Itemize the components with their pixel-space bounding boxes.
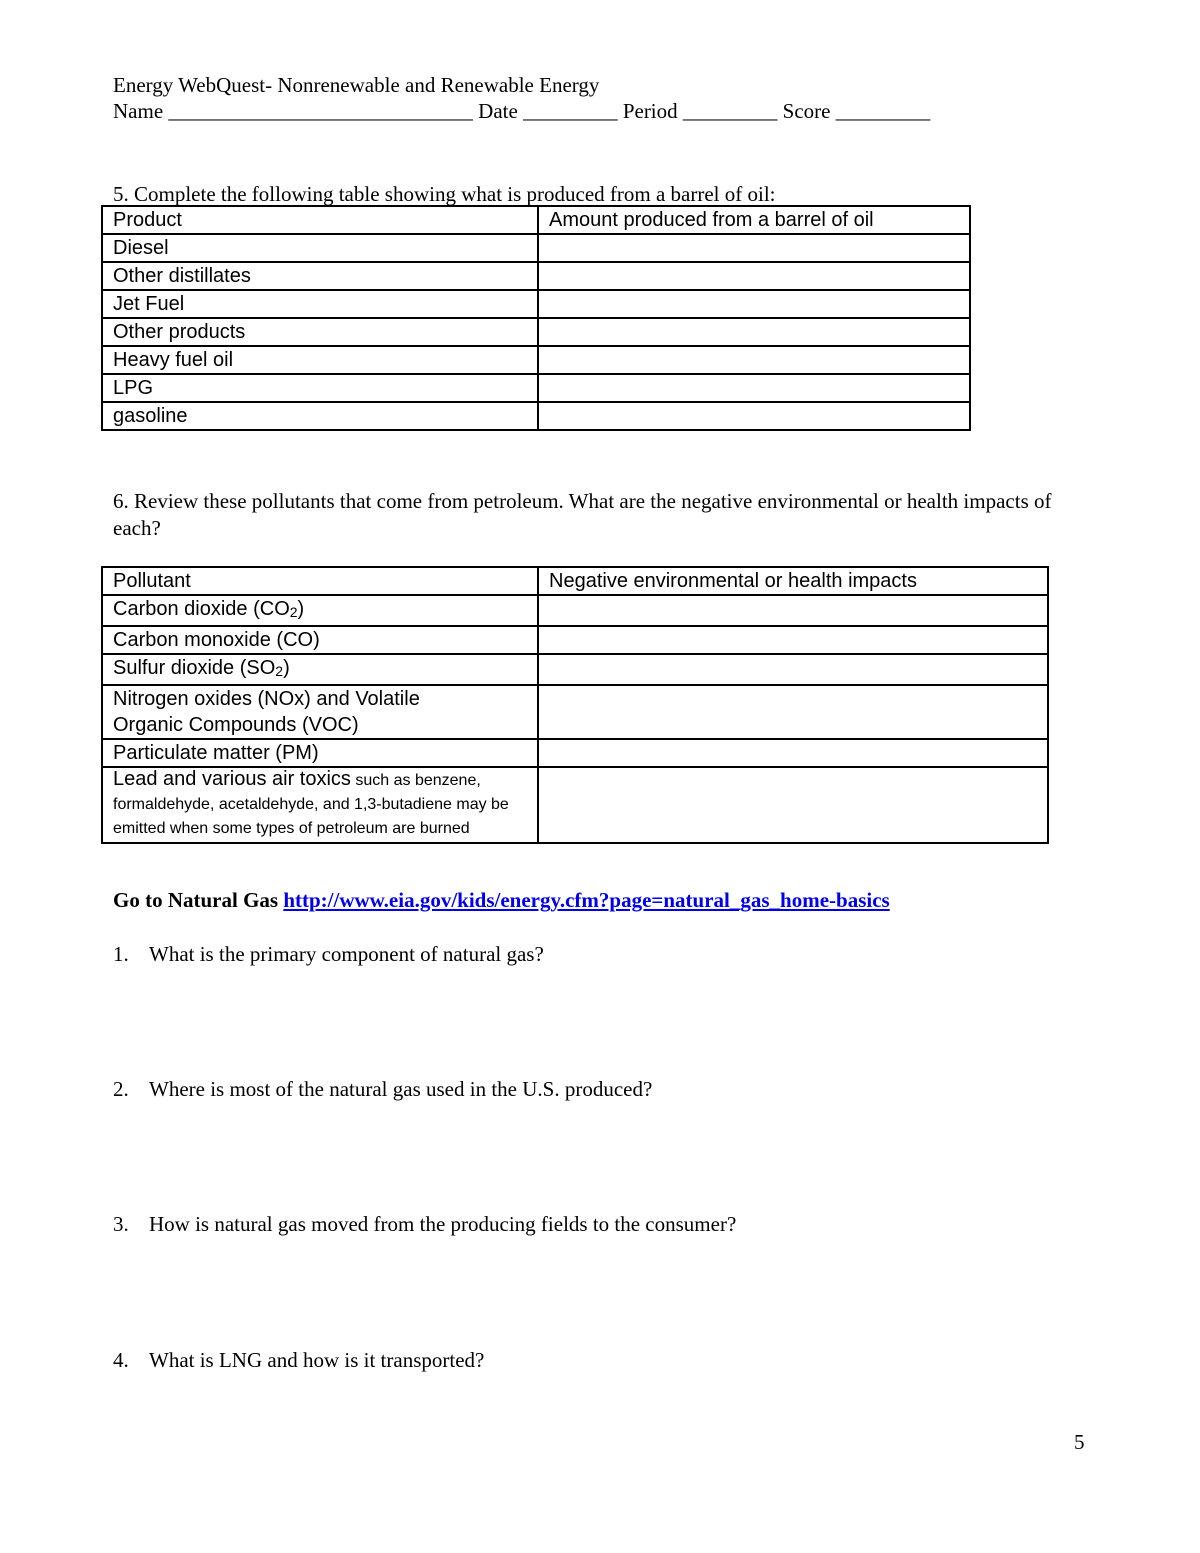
question-text: How is natural gas moved from the producing fields to the consumer? bbox=[149, 1212, 737, 1236]
lead-detail-text: such as benzene, formaldehyde, acetaldehyde, and 1,3-butadiene may be emitted when some types of petroleum are burned bbox=[113, 772, 509, 837]
name-label: Name bbox=[113, 99, 164, 123]
barrel-products-table bbox=[101, 205, 971, 431]
table-row bbox=[102, 262, 970, 290]
pollutant-cell-so2 bbox=[102, 654, 538, 685]
column-header-pollutant: Pollutant bbox=[102, 567, 538, 595]
answer-cell[interactable] bbox=[538, 595, 1048, 626]
answer-cell[interactable] bbox=[538, 318, 970, 346]
table-row bbox=[102, 654, 1048, 685]
table-row bbox=[102, 346, 970, 374]
question-text: What is LNG and how is it transported? bbox=[149, 1348, 485, 1372]
answer-cell[interactable] bbox=[538, 654, 1048, 685]
so2-subscript: 2 bbox=[275, 663, 284, 679]
product-cell: LPG bbox=[102, 374, 538, 402]
answer-cell[interactable] bbox=[538, 402, 970, 430]
table-row bbox=[102, 626, 1048, 654]
answer-cell[interactable] bbox=[538, 739, 1048, 767]
question-number: 1. bbox=[113, 942, 129, 966]
natural-gas-question-4 bbox=[113, 1348, 484, 1373]
period-label: Period bbox=[622, 99, 678, 123]
natural-gas-link[interactable]: http://www.eia.gov/kids/energy.cfm?page=natural_gas_home-basics bbox=[283, 888, 890, 912]
natural-gas-question-3 bbox=[113, 1212, 736, 1237]
natural-gas-heading-text: Go to Natural Gas bbox=[113, 888, 279, 912]
pollutant-cell-pm: Particulate matter (PM) bbox=[102, 739, 538, 767]
co2-text: Carbon dioxide (CO bbox=[113, 598, 290, 620]
product-cell: Other products bbox=[102, 318, 538, 346]
column-header-impacts: Negative environmental or health impacts bbox=[538, 567, 1048, 595]
column-header-amount: Amount produced from a barrel of oil bbox=[538, 206, 970, 234]
lead-main-text: Lead and various air toxics bbox=[113, 768, 351, 790]
answer-cell[interactable] bbox=[538, 767, 1048, 843]
natural-gas-question-1 bbox=[113, 942, 544, 967]
so2-text: Sulfur dioxide (SO bbox=[113, 657, 276, 679]
answer-cell[interactable] bbox=[538, 290, 970, 318]
pollutant-cell-co: Carbon monoxide (CO) bbox=[102, 626, 538, 654]
pollutants-table bbox=[101, 566, 1049, 844]
table-row bbox=[102, 374, 970, 402]
nox-line-1: Nitrogen oxides (NOx) and Volatile bbox=[113, 688, 420, 710]
question-number: 2. bbox=[113, 1077, 129, 1101]
answer-cell[interactable] bbox=[538, 346, 970, 374]
product-cell: Heavy fuel oil bbox=[102, 346, 538, 374]
answer-cell[interactable] bbox=[538, 685, 1048, 739]
natural-gas-question-2 bbox=[113, 1077, 652, 1102]
co2-close: ) bbox=[297, 598, 305, 620]
table-row bbox=[102, 290, 970, 318]
pollutant-cell-co2 bbox=[102, 595, 538, 626]
table-header-row bbox=[102, 206, 970, 234]
pollutant-cell-nox-voc bbox=[102, 685, 538, 739]
date-label: Date bbox=[478, 99, 518, 123]
table-row bbox=[102, 402, 970, 430]
question-number: 3. bbox=[113, 1212, 129, 1236]
answer-cell[interactable] bbox=[538, 626, 1048, 654]
question-5-prompt: 5. Complete the following table showing what is produced from a barrel of oil: bbox=[113, 182, 776, 206]
page-number: 5 bbox=[1074, 1430, 1085, 1454]
date-blank[interactable]: _________ bbox=[523, 99, 618, 123]
natural-gas-heading bbox=[113, 888, 890, 913]
table-row bbox=[102, 739, 1048, 767]
question-6-prompt: 6. Review these pollutants that come from petroleum. What are the negative environmental or health impacts of each? bbox=[113, 489, 1052, 540]
answer-cell[interactable] bbox=[538, 262, 970, 290]
table-header-row bbox=[102, 567, 1048, 595]
product-cell: Jet Fuel bbox=[102, 290, 538, 318]
student-info-line bbox=[113, 99, 930, 124]
question-text: What is the primary component of natural gas? bbox=[149, 942, 544, 966]
worksheet-title: Energy WebQuest- Nonrenewable and Renewable Energy bbox=[113, 73, 600, 97]
table-row bbox=[102, 767, 1048, 843]
co2-subscript: 2 bbox=[289, 604, 298, 620]
table-row bbox=[102, 318, 970, 346]
product-cell: gasoline bbox=[102, 402, 538, 430]
name-blank[interactable]: _____________________________ bbox=[168, 99, 473, 123]
product-cell: Other distillates bbox=[102, 262, 538, 290]
answer-cell[interactable] bbox=[538, 234, 970, 262]
answer-cell[interactable] bbox=[538, 374, 970, 402]
score-blank[interactable]: _________ bbox=[835, 99, 931, 123]
table-row bbox=[102, 234, 970, 262]
period-blank[interactable]: _________ bbox=[682, 99, 778, 123]
pollutant-cell-lead bbox=[102, 767, 538, 843]
product-cell: Diesel bbox=[102, 234, 538, 262]
so2-close: ) bbox=[283, 657, 290, 679]
question-number: 4. bbox=[113, 1348, 129, 1372]
column-header-product: Product bbox=[102, 206, 538, 234]
score-label: Score bbox=[782, 99, 831, 123]
table-row bbox=[102, 685, 1048, 739]
table-row bbox=[102, 595, 1048, 626]
nox-line-2: Organic Compounds (VOC) bbox=[113, 714, 359, 736]
question-text: Where is most of the natural gas used in the U.S. produced? bbox=[149, 1077, 653, 1101]
